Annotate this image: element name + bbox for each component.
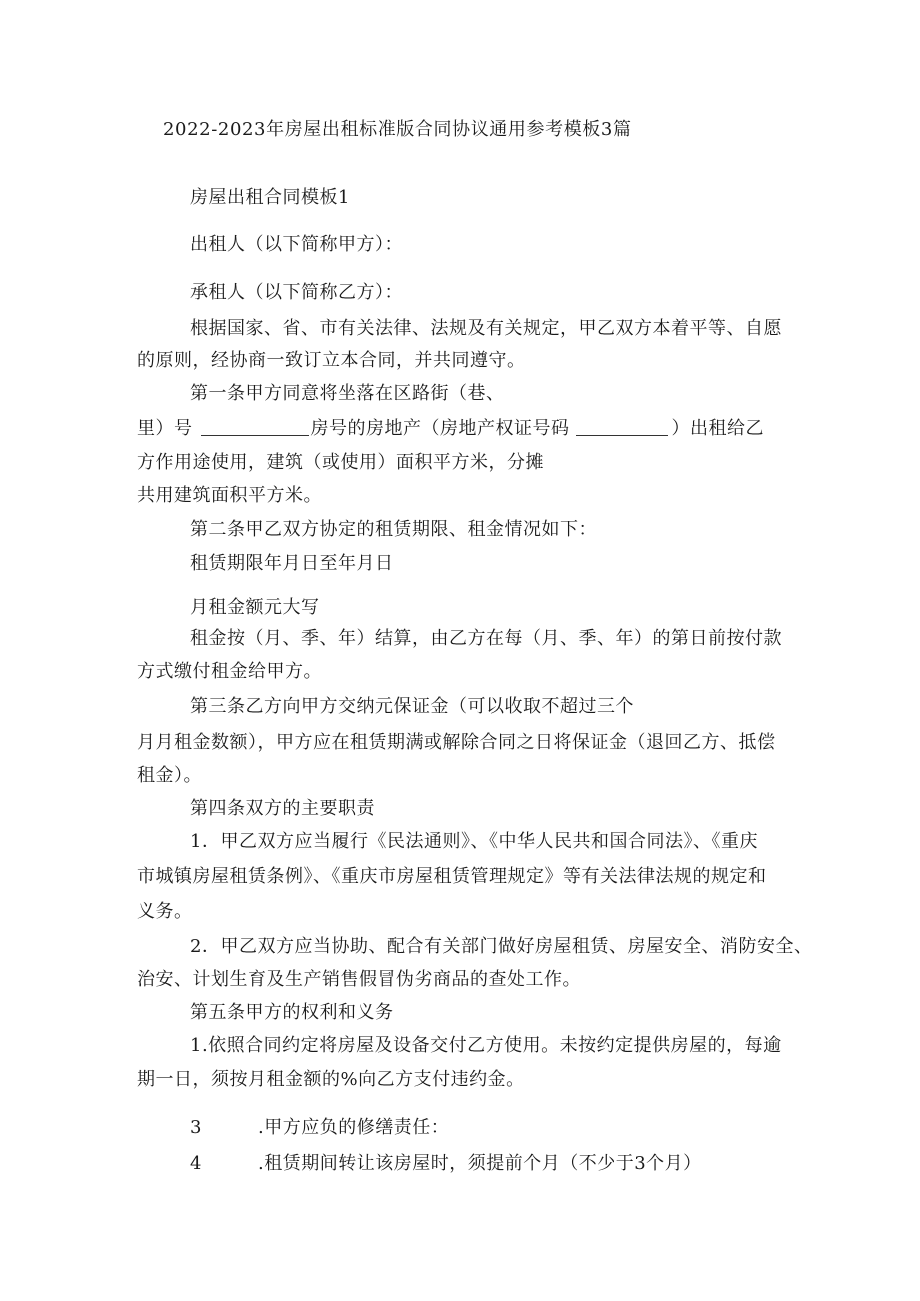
section-heading: 房屋出租合同模板1	[190, 187, 350, 208]
fill-blank	[576, 419, 668, 436]
article-5-line: 第五条甲方的权利和义务	[190, 1002, 394, 1023]
text-segment: .租赁期间转让该房屋时，须提前个月（不少于3个月）	[258, 1153, 702, 1174]
article-5-line	[190, 1152, 702, 1176]
text-segment: 里）号	[137, 418, 193, 439]
lessor-line: 出租人（以下简称甲方）：	[190, 234, 403, 255]
article-1-line: 方作用途使用，建筑（或使用）面积平方米，分摊	[137, 452, 544, 473]
article-4-line: 义务。	[137, 901, 193, 922]
article-2-line: 方式缴付租金给甲方。	[137, 661, 322, 682]
article-1-line: 共用建筑面积平方米。	[137, 485, 322, 506]
article-4-line: 2．甲乙双方应当协助、配合有关部门做好房屋租赁、房屋安全、消防安全、	[190, 936, 813, 957]
article-2-line: 租赁期限年月日至年月日	[190, 553, 394, 574]
article-4-line: 市城镇房屋租赁条例》、《重庆市房屋租赁管理规定》等有关法律法规的规定和	[137, 866, 767, 887]
document-title: 2022-2023年房屋出租标准版合同协议通用参考模板3篇	[163, 119, 632, 140]
article-2-line: 第二条甲乙双方协定的租赁期限、租金情况如下：	[190, 519, 597, 540]
text-segment: 房号的房地产（房地产权证号码	[310, 418, 570, 439]
article-1-line: 第一条甲方同意将坐落在区路街（巷、	[190, 383, 505, 404]
item-number: 3	[190, 1117, 202, 1138]
article-4-line: 第四条双方的主要职责	[190, 798, 375, 819]
article-5-line: 1.依照合同约定将房屋及设备交付乙方使用。未按约定提供房屋的，每逾	[190, 1035, 782, 1056]
article-2-line: 月租金额元大写	[190, 597, 320, 618]
paragraph-line: 的原则，经协商一致订立本合同，并共同遵守。	[137, 350, 526, 371]
article-4-line: 治安、计划生育及生产销售假冒伪劣商品的查处工作。	[137, 969, 581, 990]
paragraph-line: 根据国家、省、市有关法律、法规及有关规定，甲乙双方本着平等、自愿	[190, 318, 782, 339]
lessee-line: 承租人（以下简称乙方）：	[190, 282, 403, 303]
article-1-line	[137, 417, 764, 441]
fill-blank	[201, 419, 309, 436]
article-3-line: 租金）。	[137, 765, 202, 786]
text-segment: ）出租给乙	[671, 418, 764, 439]
article-5-line	[190, 1116, 449, 1140]
article-3-line: 月月租金数额），甲方应在租赁期满或解除合同之日将保证金（退回乙方、抵偿	[137, 732, 776, 753]
text-segment: .甲方应负的修缮责任：	[258, 1117, 450, 1138]
article-5-line: 期一日，须按月租金额的%向乙方支付违约金。	[137, 1069, 525, 1090]
article-4-line: 1．甲乙双方应当履行《民法通则》、《中华人民共和国合同法》、《重庆	[190, 831, 758, 852]
article-2-line: 租金按（月、季、年）结算，由乙方在每（月、季、年）的第日前按付款	[190, 628, 782, 649]
article-3-line: 第三条乙方向甲方交纳元保证金（可以收取不超过三个	[190, 696, 634, 717]
item-number: 4	[190, 1153, 202, 1174]
